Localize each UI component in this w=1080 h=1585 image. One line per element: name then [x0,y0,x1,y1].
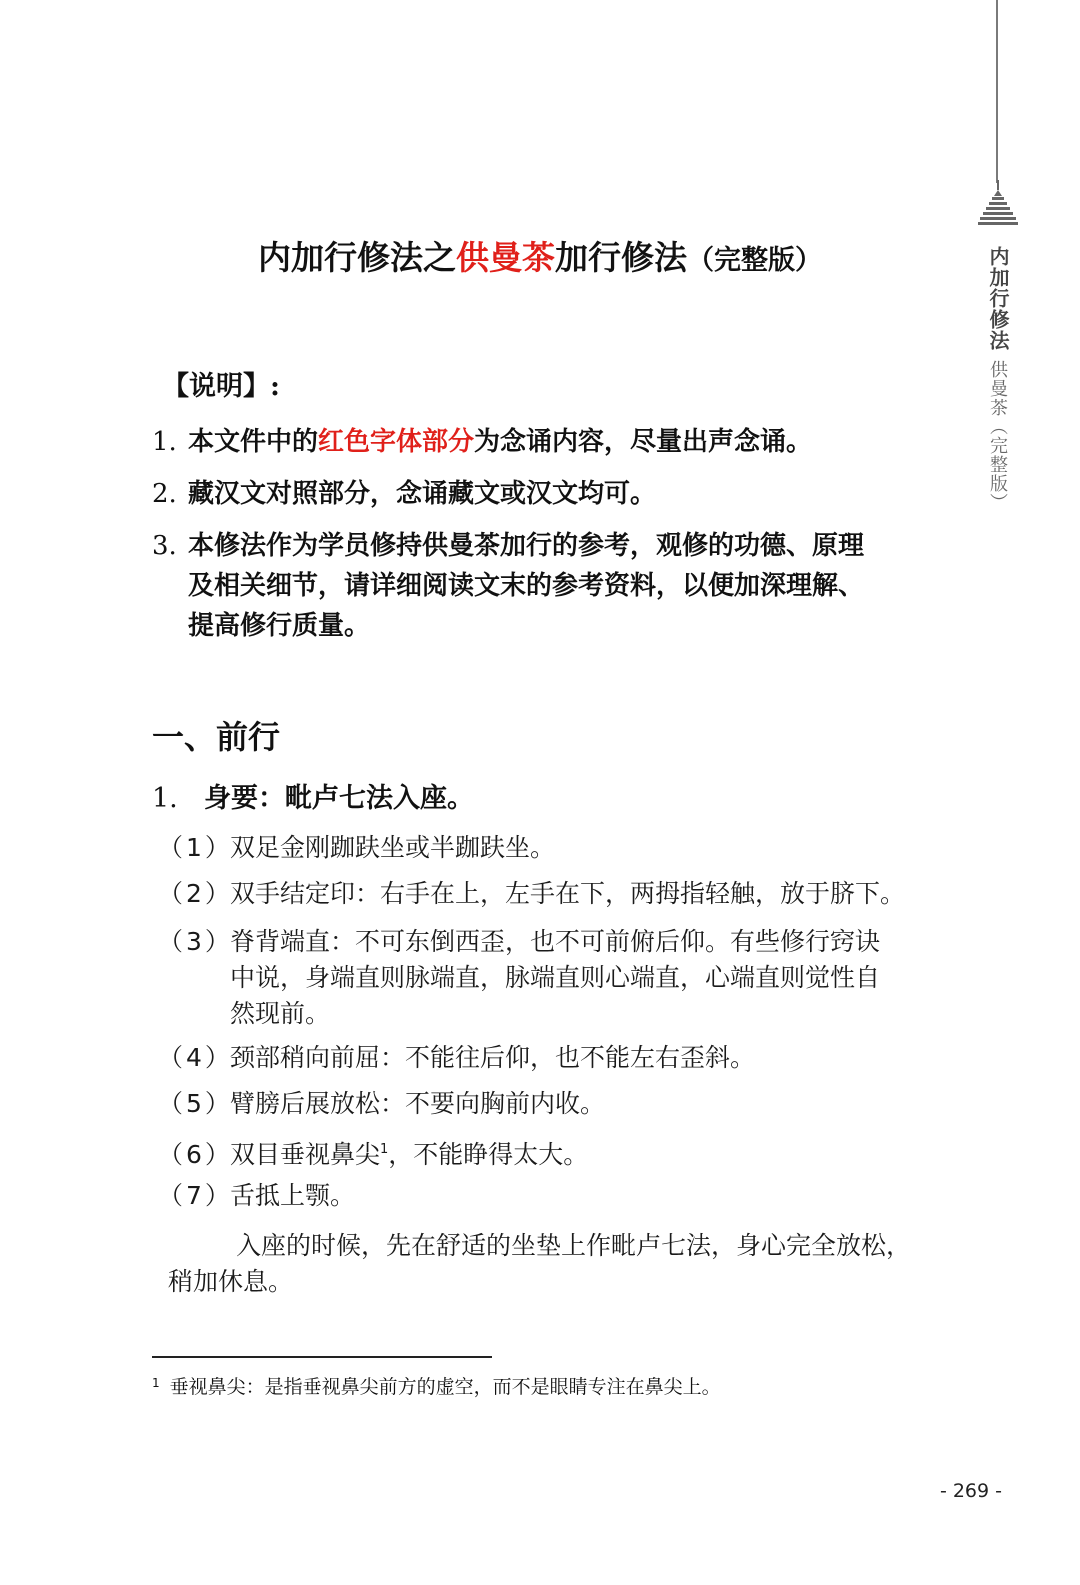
list-item [158,1178,948,1214]
side-subtitle: 供曼茶（完整版） [987,360,1008,512]
pagoda-icon [978,180,1018,240]
section-heading: 一、前行 [152,718,281,756]
note-number: 2. [152,479,177,509]
footnote-rule [152,1356,492,1358]
item-text: 双足金刚跏趺坐或半跏趺坐。 [230,833,556,862]
page-number: - 269 - [939,1480,1002,1502]
item-text: 双目垂视鼻尖 [230,1140,381,1169]
note-number: 1. [152,427,177,457]
item-number: （5） [158,1089,233,1118]
item-text: 脊背端直：不可东倒西歪，也不可前俯后仰。有些修行窍诀 [230,927,881,956]
item-text: 中说，身端直则脉端直，脉端直则心端直，心端直则觉性自 [230,963,881,992]
page-title [0,232,1080,279]
item-text: 双手结定印：右手在上，左手在下，两拇指轻触，放于脐下。 [230,879,906,908]
margin-rule [996,0,998,183]
paragraph-line: 入座的时候，先在舒适的坐垫上作毗卢七法，身心完全放松， [236,1231,912,1260]
notes-heading: 【说明】: [162,371,280,402]
note-text: 本文件中的 [188,427,319,457]
item-text: 然现前。 [230,999,331,1028]
note-red-text: 红色字体部分 [318,427,475,457]
item-number: （7） [158,1181,233,1210]
note-text: 为念诵内容，尽量出声念诵。 [474,427,813,457]
list-item [158,830,948,866]
item-number: （3） [158,927,233,956]
item-text: 臂膀后展放松：不要向胸前内收。 [230,1089,606,1118]
note-item [152,422,952,462]
body-paragraph [168,1228,948,1300]
note-text: 本修法作为学员修持供曼茶加行的参考，观修的功德、原理 [188,531,865,561]
sub-heading-text: 身要：毗卢七法入座。 [204,783,474,814]
item-number: （4） [158,1043,233,1072]
list-item [158,1086,948,1122]
item-number: （2） [158,879,233,908]
title-red: 供曼茶 [456,238,555,277]
list-item [158,924,948,1032]
sub-heading [152,776,474,815]
list-item [158,876,948,912]
footnote-ref[interactable]: 1 [380,1142,389,1157]
note-item [152,474,952,514]
item-number: （6） [158,1140,233,1169]
footnote-number: 1 [152,1376,160,1390]
item-text: 颈部稍向前屈：不能往后仰，也不能左右歪斜。 [230,1043,756,1072]
item-text: ，不能睁得太大。 [388,1140,589,1169]
list-item [158,1040,948,1076]
title-part2: 加行修法 [555,238,687,277]
note-text: 及相关细节，请详细阅读文末的参考资料，以便加深理解、 [188,571,865,601]
note-item [152,526,952,646]
side-title: 内加行修法 [986,246,1010,351]
footnote-text: 垂视鼻尖：是指垂视鼻尖前方的虚空，而不是眼睛专注在鼻尖上。 [169,1376,721,1398]
item-number: （1） [158,833,233,862]
title-part1: 内加行修法之 [258,238,456,277]
paragraph-line: 稍加休息。 [168,1267,294,1296]
note-number: 3. [152,531,177,561]
footnote [152,1372,721,1399]
sub-heading-number: 1. [152,783,178,814]
note-text: 藏汉文对照部分，念诵藏文或汉文均可。 [188,479,657,509]
title-suffix: （完整版） [687,245,822,276]
list-item [158,1132,948,1173]
note-text: 提高修行质量。 [188,611,371,641]
item-text: 舌抵上颚。 [230,1181,356,1210]
